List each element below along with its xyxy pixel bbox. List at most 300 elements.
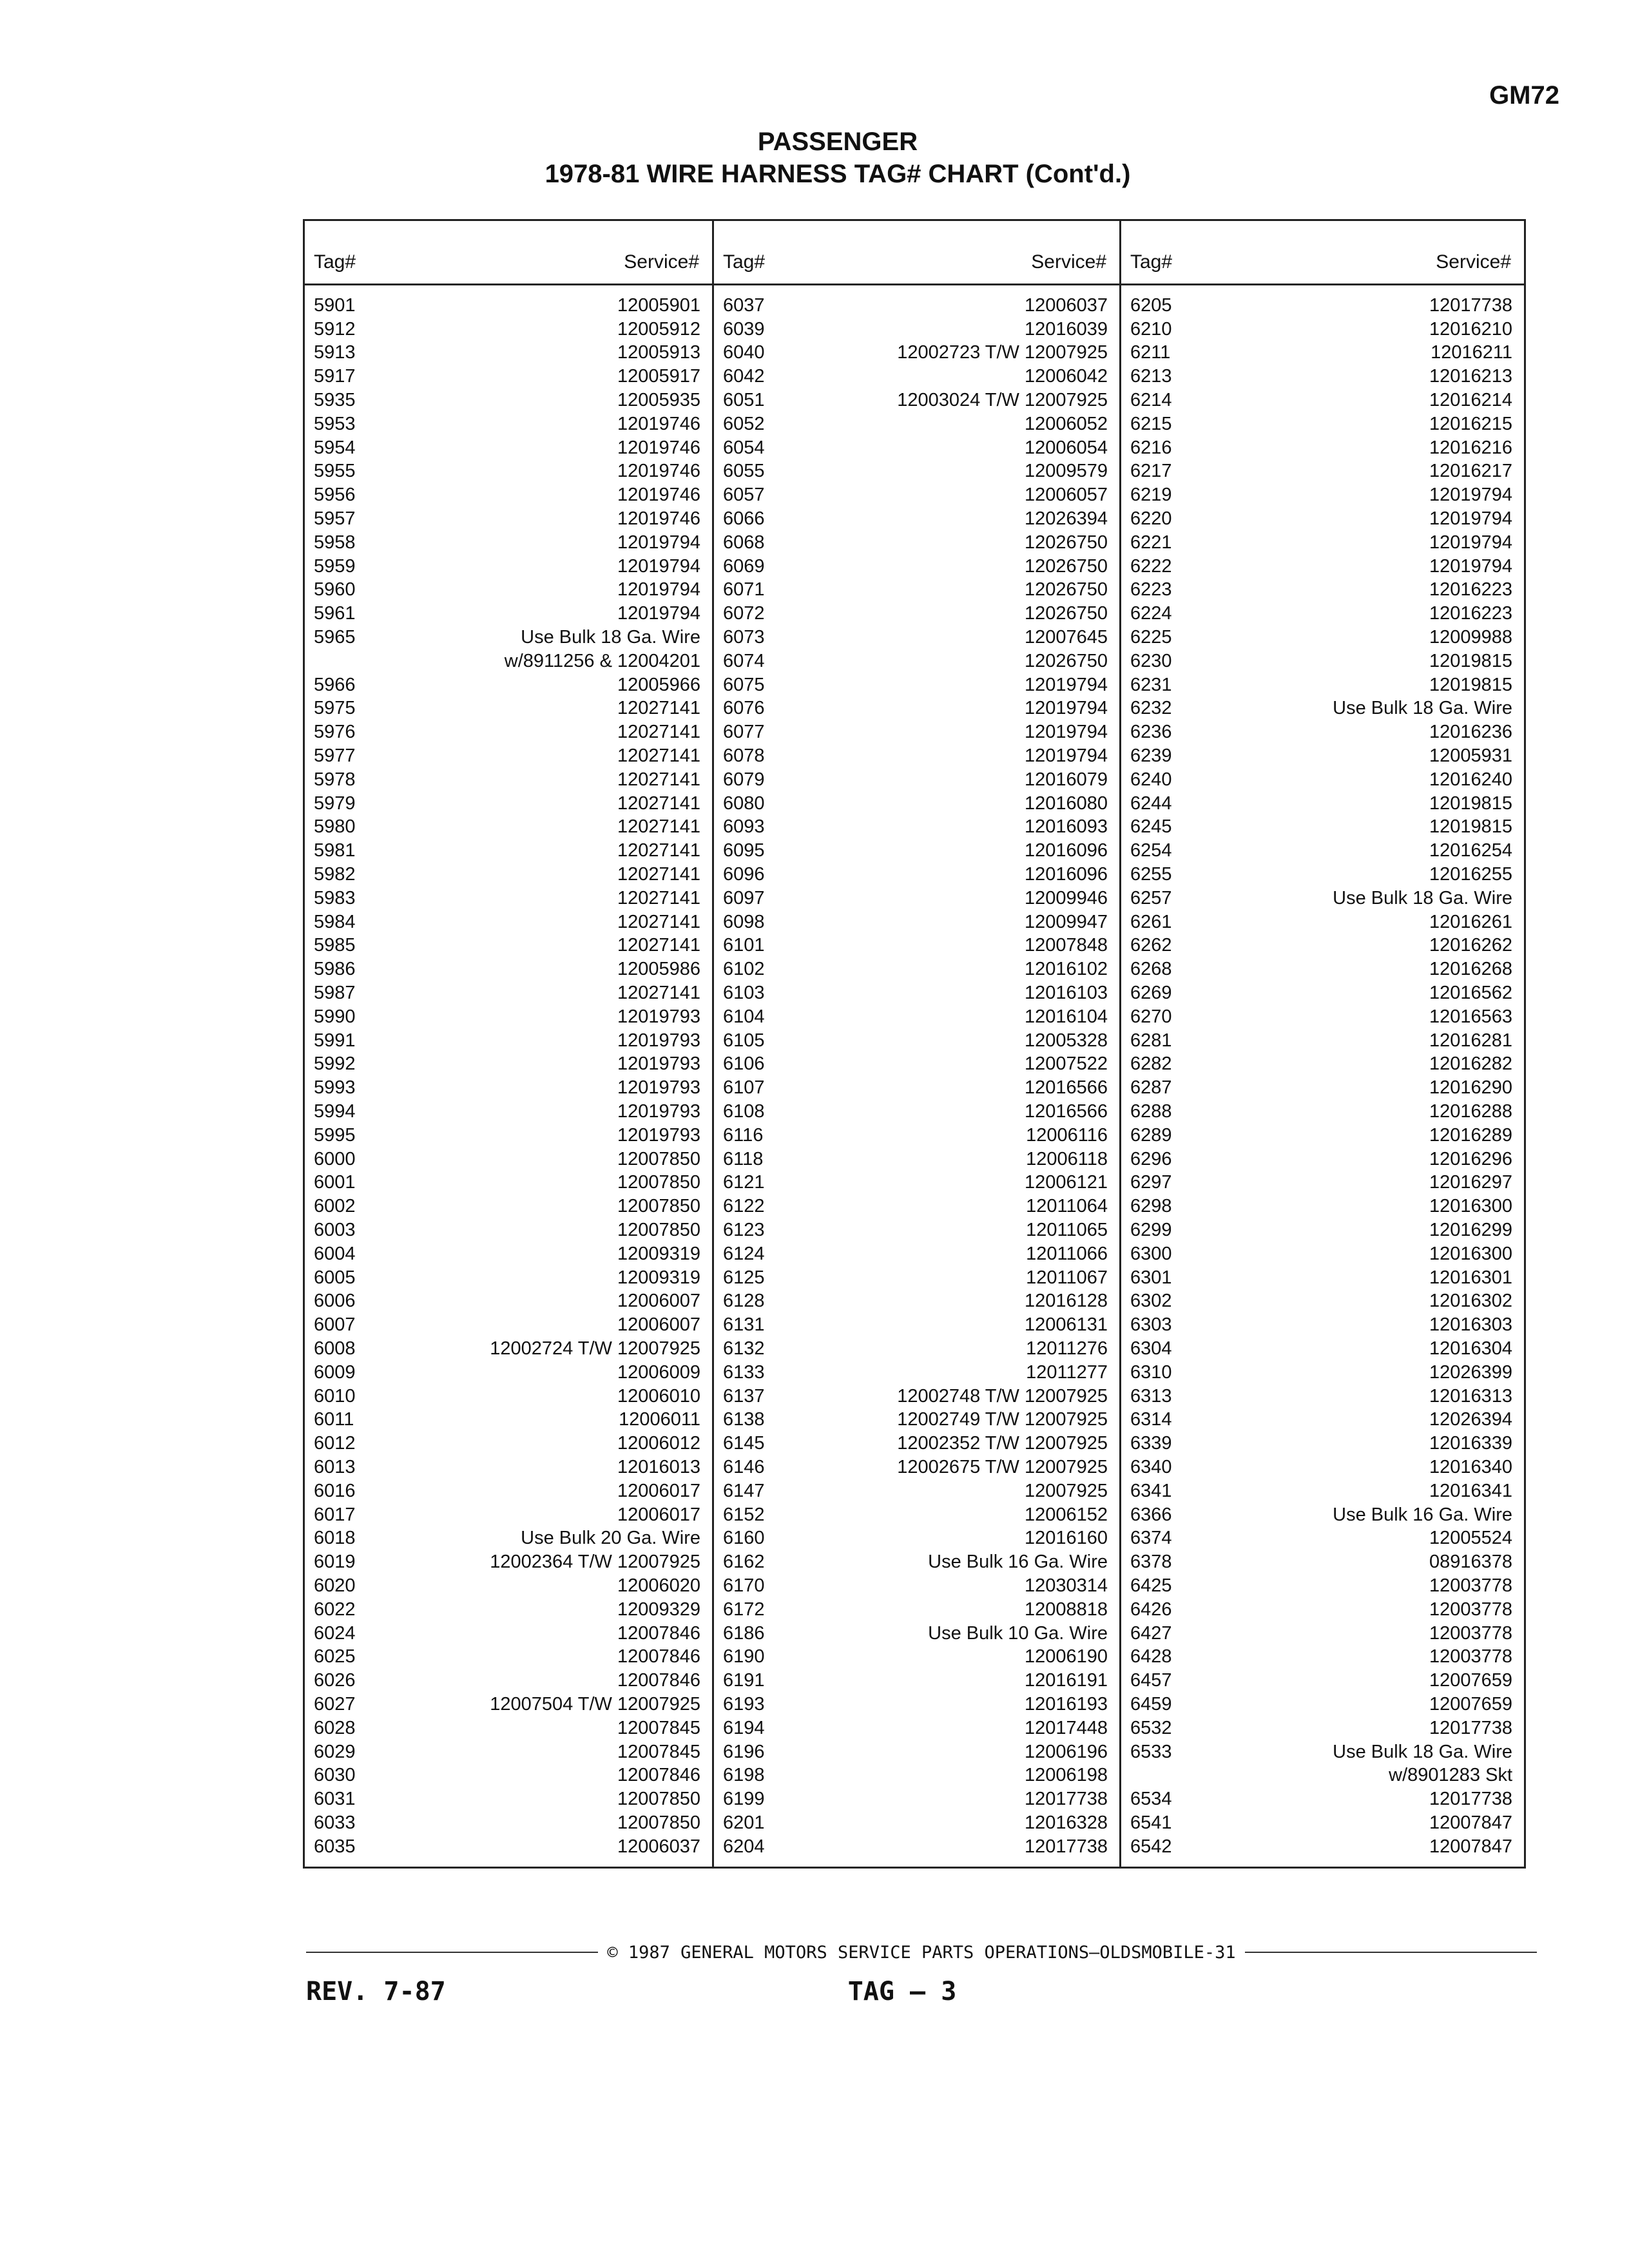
tag-cell: 6222 [1130, 555, 1172, 577]
service-cell: 08916378 [1429, 1552, 1512, 1573]
table-row [305, 1763, 712, 1787]
table-row [1121, 816, 1524, 840]
table-row [714, 1432, 1119, 1456]
service-cell: 12027141 [617, 983, 700, 1003]
tag-cell: 6107 [723, 1077, 765, 1099]
table-row [305, 1053, 712, 1077]
service-cell: 12019793 [617, 1124, 700, 1146]
table-row [305, 1124, 712, 1148]
table-row [305, 768, 712, 792]
service-cell: 12019794 [1024, 674, 1108, 695]
service-cell: 12007846 [617, 1622, 700, 1644]
tag-cell: 6254 [1130, 840, 1172, 861]
service-cell: 12006042 [1024, 366, 1108, 387]
tag-cell: 6031 [314, 1789, 356, 1810]
tag-cell: 5995 [314, 1124, 356, 1146]
tag-cell: 6190 [723, 1646, 765, 1667]
tag-cell: 6010 [314, 1385, 356, 1407]
table-row [305, 1645, 712, 1669]
service-cell: 12016268 [1429, 959, 1512, 980]
service-cell: 12019794 [617, 532, 700, 553]
service-cell: 12016213 [1429, 366, 1512, 387]
service-cell: 12016303 [1429, 1314, 1512, 1336]
table-row [714, 1503, 1119, 1527]
table-row [305, 1787, 712, 1811]
tag-cell: 6035 [314, 1836, 356, 1857]
table-row [714, 389, 1119, 412]
tag-cell: 6257 [1130, 887, 1172, 908]
tag-cell: 6301 [1130, 1267, 1172, 1288]
tag-cell: 6262 [1130, 935, 1172, 956]
tag-cell: 6005 [314, 1267, 356, 1288]
table-row [1121, 1598, 1524, 1622]
table-row [714, 1313, 1119, 1337]
tag-cell: 5982 [314, 864, 356, 885]
service-cell: 12017738 [1024, 1836, 1108, 1857]
table-row [714, 1005, 1119, 1029]
table-row [305, 1266, 712, 1290]
table-column-3 [1119, 221, 1524, 1867]
tag-cell: 6009 [314, 1361, 356, 1383]
service-cell: 12009947 [1024, 911, 1108, 932]
tag-cell: 6002 [314, 1196, 356, 1217]
table-row [714, 507, 1119, 531]
tag-cell: 6245 [1130, 816, 1172, 838]
service-cell: 12007645 [1024, 627, 1108, 648]
table-row [714, 792, 1119, 816]
table-row [714, 1100, 1119, 1124]
tag-cell: 6073 [723, 627, 765, 648]
table-row [1121, 365, 1524, 389]
service-cell: 12016255 [1429, 864, 1512, 885]
table-row [714, 1835, 1119, 1859]
service-cell: 12006037 [617, 1836, 700, 1857]
table-row [1121, 673, 1524, 697]
table-row [1121, 887, 1524, 910]
service-cell: 12011065 [1026, 1219, 1108, 1240]
service-cell: 12019746 [617, 485, 700, 506]
column-header [714, 249, 1119, 275]
service-cell: w/8911256 & 12004201 [504, 650, 700, 671]
service-cell: 12005931 [1429, 745, 1512, 767]
service-header: Service# [624, 251, 699, 273]
service-cell: 12003778 [1429, 1599, 1512, 1620]
table-row [305, 1574, 712, 1598]
table-row [714, 887, 1119, 910]
tag-header: Tag# [1130, 251, 1173, 273]
table-row [305, 1005, 712, 1029]
service-cell: 12027141 [617, 911, 700, 932]
table-row [714, 1053, 1119, 1077]
table-row [714, 673, 1119, 697]
tag-cell: 6204 [723, 1836, 765, 1857]
service-cell: 12007846 [617, 1670, 700, 1691]
header-rule [714, 284, 1119, 285]
table-row [714, 626, 1119, 649]
header-rule [1121, 284, 1524, 285]
tag-cell: 6287 [1130, 1077, 1172, 1099]
table-row [1121, 1526, 1524, 1550]
service-cell: 12009329 [617, 1599, 700, 1620]
service-cell: 12007850 [617, 1789, 700, 1810]
tag-cell: 6133 [723, 1361, 765, 1383]
table-row [714, 1195, 1119, 1218]
table-row [305, 1526, 712, 1550]
table-row [1121, 341, 1524, 365]
table-row [1121, 1479, 1524, 1503]
footer-rule-right [1245, 1952, 1537, 1953]
table-row [1121, 1361, 1524, 1385]
tag-cell: 5966 [314, 674, 356, 695]
service-cell: 12016562 [1429, 983, 1512, 1003]
table-row [1121, 602, 1524, 626]
tag-cell: 6066 [723, 508, 765, 530]
table-row [714, 1361, 1119, 1385]
table-row [714, 816, 1119, 840]
tag-cell: 6011 [314, 1409, 354, 1430]
service-cell: 12016102 [1024, 959, 1108, 980]
table-row [305, 483, 712, 507]
service-cell: 12002749 T/W 12007925 [897, 1409, 1108, 1430]
service-cell: 12016193 [1024, 1693, 1108, 1715]
service-cell: 12005912 [617, 318, 700, 340]
table-row [714, 981, 1119, 1005]
tag-cell: 6457 [1130, 1670, 1172, 1691]
service-cell: 12016341 [1429, 1480, 1512, 1501]
table-row [305, 1669, 712, 1693]
service-cell: 12011276 [1026, 1338, 1108, 1359]
table-row [305, 887, 712, 910]
table-row [1121, 792, 1524, 816]
tag-cell: 6170 [723, 1575, 765, 1596]
table-row [1121, 1693, 1524, 1716]
table-row [305, 1550, 712, 1574]
tag-cell: 6145 [723, 1433, 765, 1454]
table-row [714, 1029, 1119, 1053]
tag-cell: 6289 [1130, 1124, 1172, 1146]
tag-cell: 6132 [723, 1338, 765, 1359]
service-cell: 12007848 [1024, 935, 1108, 956]
service-cell: 12027141 [617, 722, 700, 743]
table-row [305, 649, 712, 673]
table-row [1121, 318, 1524, 341]
tag-cell: 6220 [1130, 508, 1172, 530]
table-row [305, 981, 712, 1005]
service-cell: 12005913 [617, 342, 700, 363]
service-cell: 12005901 [617, 294, 700, 316]
table-row [714, 910, 1119, 934]
service-cell: 12016217 [1429, 461, 1512, 482]
service-cell: 12019794 [1429, 485, 1512, 506]
service-cell: 12016566 [1024, 1077, 1108, 1099]
service-cell: 12003024 T/W 12007925 [897, 390, 1108, 411]
service-cell: 12003778 [1429, 1575, 1512, 1596]
header-rule [305, 284, 712, 285]
table-row [714, 720, 1119, 744]
title-block [451, 126, 1224, 190]
service-cell: 12002723 T/W 12007925 [897, 342, 1108, 363]
service-cell: 12019746 [617, 508, 700, 530]
service-cell: 12005328 [1024, 1030, 1108, 1051]
table-row [1121, 1005, 1524, 1029]
service-cell: 12016096 [1024, 840, 1108, 861]
tag-cell: 6541 [1130, 1812, 1172, 1833]
tag-cell: 6028 [314, 1717, 356, 1738]
tag-cell: 6427 [1130, 1622, 1172, 1644]
service-cell: 12007925 [1024, 1480, 1108, 1501]
service-cell: 12006131 [1024, 1314, 1108, 1336]
tag-cell: 5953 [314, 413, 356, 434]
table-row [714, 1787, 1119, 1811]
table-row [1121, 412, 1524, 436]
table-row [1121, 1337, 1524, 1361]
tag-cell: 6215 [1130, 413, 1172, 434]
tag-cell: 5980 [314, 816, 356, 838]
table-row [1121, 1171, 1524, 1195]
footer-copyright-line [306, 1939, 1537, 1965]
service-cell: 12006052 [1024, 413, 1108, 434]
service-cell: 12016261 [1429, 911, 1512, 932]
tag-cell: 6019 [314, 1552, 356, 1573]
service-cell: 12016211 [1431, 342, 1512, 363]
tag-cell: 5994 [314, 1100, 356, 1122]
service-cell: 12006009 [617, 1361, 700, 1383]
table-row [1121, 1787, 1524, 1811]
service-cell: 12016039 [1024, 318, 1108, 340]
service-cell: 12019815 [1429, 650, 1512, 671]
tag-cell: 5981 [314, 840, 356, 861]
tag-cell: 6138 [723, 1409, 765, 1430]
tag-cell: 6024 [314, 1622, 356, 1644]
footer-rule-left [306, 1952, 598, 1953]
table-row [714, 436, 1119, 460]
tag-cell: 6096 [723, 864, 765, 885]
table-row [305, 816, 712, 840]
service-cell: 12016300 [1429, 1196, 1512, 1217]
service-cell: 12005524 [1429, 1528, 1512, 1549]
service-cell: 12016191 [1024, 1670, 1108, 1691]
service-cell: 12019793 [617, 1006, 700, 1027]
table-row [714, 483, 1119, 507]
table-row [305, 1385, 712, 1408]
tag-cell: 5975 [314, 698, 356, 719]
table-row [305, 1218, 712, 1242]
table-row [1121, 768, 1524, 792]
tag-cell: 6366 [1130, 1504, 1172, 1525]
table-row [714, 1148, 1119, 1171]
column-header [305, 249, 712, 275]
table-row [1121, 436, 1524, 460]
service-cell: 12007846 [617, 1765, 700, 1786]
table-row [305, 1148, 712, 1171]
table-row [1121, 1574, 1524, 1598]
service-cell: 12016096 [1024, 864, 1108, 885]
service-cell: 12006010 [617, 1385, 700, 1407]
table-row [305, 1432, 712, 1456]
table-row [1121, 957, 1524, 981]
tag-cell: 6303 [1130, 1314, 1172, 1336]
service-cell: 12006007 [617, 1314, 700, 1336]
page-subtitle: 1978-81 WIRE HARNESS TAG# CHART (Cont'd.) [545, 160, 1131, 188]
service-cell: 12019794 [617, 579, 700, 601]
table-row [1121, 720, 1524, 744]
service-cell: 12007846 [617, 1646, 700, 1667]
service-cell: 12006190 [1024, 1646, 1108, 1667]
service-cell: 12006054 [1024, 437, 1108, 458]
copyright-text: © 1987 GENERAL MOTORS SERVICE PARTS OPERATIONS—OLDSMOBILE-31 [607, 1942, 1236, 1963]
table-row [305, 1479, 712, 1503]
tag-cell: 6102 [723, 959, 765, 980]
table-row [714, 341, 1119, 365]
tag-cell: 5978 [314, 769, 356, 790]
service-cell: 12027141 [617, 769, 700, 790]
service-cell: 12027141 [617, 864, 700, 885]
service-cell: 12016300 [1429, 1243, 1512, 1264]
page-number: TAG — 3 [847, 1977, 957, 2006]
table-row [714, 1408, 1119, 1432]
table-row [1121, 1124, 1524, 1148]
service-cell: 12019794 [617, 555, 700, 577]
table-row [305, 792, 712, 816]
table-row [305, 1693, 712, 1716]
service-cell: 12016301 [1429, 1267, 1512, 1288]
tag-cell: 5985 [314, 935, 356, 956]
table-row [305, 673, 712, 697]
table-row [714, 1811, 1119, 1835]
tag-cell: 6224 [1130, 603, 1172, 624]
tag-cell: 6198 [723, 1765, 765, 1786]
service-cell: 12016216 [1429, 437, 1512, 458]
table-row [714, 1693, 1119, 1716]
tag-cell: 6302 [1130, 1291, 1172, 1312]
service-cell: Use Bulk 18 Ga. Wire [1333, 698, 1512, 719]
service-cell: 12016288 [1429, 1100, 1512, 1122]
table-row [714, 744, 1119, 768]
tag-cell: 5958 [314, 532, 356, 553]
tag-cell: 6146 [723, 1456, 765, 1477]
service-cell: 12019815 [1429, 674, 1512, 695]
service-cell: 12017738 [1429, 1789, 1512, 1810]
table-row [305, 389, 712, 412]
tag-cell: 6108 [723, 1100, 765, 1122]
service-cell: 12005917 [617, 366, 700, 387]
table-row [1121, 1218, 1524, 1242]
service-cell: 12026399 [1429, 1361, 1512, 1383]
table-row [305, 555, 712, 579]
service-cell: 12016304 [1429, 1338, 1512, 1359]
service-cell: 12007845 [617, 1741, 700, 1762]
table-row [714, 602, 1119, 626]
table-row [305, 412, 712, 436]
tag-cell: 6281 [1130, 1030, 1172, 1051]
tag-header: Tag# [723, 251, 766, 273]
service-cell: 12019793 [617, 1077, 700, 1099]
tag-cell: 6052 [723, 413, 765, 434]
tag-cell: 6205 [1130, 294, 1172, 316]
service-cell: 12016290 [1429, 1077, 1512, 1099]
tag-cell: 5977 [314, 745, 356, 767]
service-cell: 12016296 [1429, 1148, 1512, 1169]
tag-cell: 6213 [1130, 366, 1172, 387]
table-row [714, 555, 1119, 579]
table-row [714, 1716, 1119, 1740]
table-row [305, 294, 712, 318]
table-row [1121, 863, 1524, 887]
service-cell: 12006198 [1024, 1765, 1108, 1786]
service-cell: 12019793 [617, 1030, 700, 1051]
service-cell: 12016215 [1429, 413, 1512, 434]
table-row [305, 697, 712, 721]
tag-cell: 6116 [723, 1124, 764, 1146]
table-row [1121, 1835, 1524, 1859]
table-row [714, 1763, 1119, 1787]
tag-cell: 6214 [1130, 390, 1172, 411]
service-cell: 12016566 [1024, 1100, 1108, 1122]
tag-cell: 6068 [723, 532, 765, 553]
table-row [1121, 507, 1524, 531]
tag-cell: 6080 [723, 793, 765, 814]
table-row [714, 697, 1119, 721]
service-cell: 12003778 [1429, 1646, 1512, 1667]
service-cell: 12016297 [1429, 1172, 1512, 1193]
table-row [305, 1289, 712, 1313]
table-row [1121, 1669, 1524, 1693]
tag-cell: 6040 [723, 342, 765, 363]
tag-cell: 6006 [314, 1291, 356, 1312]
revision-label: REV. 7-87 [306, 1977, 446, 2006]
tag-cell: 5983 [314, 887, 356, 908]
tag-cell: 6016 [314, 1480, 356, 1501]
table-row [714, 1622, 1119, 1646]
tag-cell: 6542 [1130, 1836, 1172, 1857]
service-cell: 12027141 [617, 698, 700, 719]
table-row [1121, 1622, 1524, 1646]
service-cell: 12003778 [1429, 1622, 1512, 1644]
tag-cell: 5961 [314, 603, 356, 624]
table-row [305, 720, 712, 744]
tag-cell: 5987 [314, 983, 356, 1003]
table-row [714, 1574, 1119, 1598]
tag-cell: 5954 [314, 437, 356, 458]
table-row [305, 1598, 712, 1622]
tag-cell: 6191 [723, 1670, 765, 1691]
table-row [714, 460, 1119, 484]
tag-cell: 6217 [1130, 461, 1172, 482]
service-cell: 12002748 T/W 12007925 [897, 1385, 1108, 1407]
tag-cell: 6020 [314, 1575, 356, 1596]
table-row [1121, 531, 1524, 555]
service-cell: 12007659 [1429, 1670, 1512, 1691]
table-row [1121, 1645, 1524, 1669]
table-row [714, 531, 1119, 555]
table-row [714, 294, 1119, 318]
tag-cell: 6216 [1130, 437, 1172, 458]
table-row [1121, 1195, 1524, 1218]
service-cell: 12007850 [617, 1148, 700, 1169]
tag-cell: 6124 [723, 1243, 765, 1264]
service-cell: 12009579 [1024, 461, 1108, 482]
tag-header: Tag# [314, 251, 356, 273]
service-cell: 12005966 [617, 674, 700, 695]
tag-cell: 6211 [1130, 342, 1171, 363]
tag-cell: 6428 [1130, 1646, 1172, 1667]
tag-cell: 6125 [723, 1267, 765, 1288]
tag-cell: 6426 [1130, 1599, 1172, 1620]
table-row [305, 602, 712, 626]
table-row [1121, 1432, 1524, 1456]
tag-cell: 6297 [1130, 1172, 1172, 1193]
table-row [714, 412, 1119, 436]
